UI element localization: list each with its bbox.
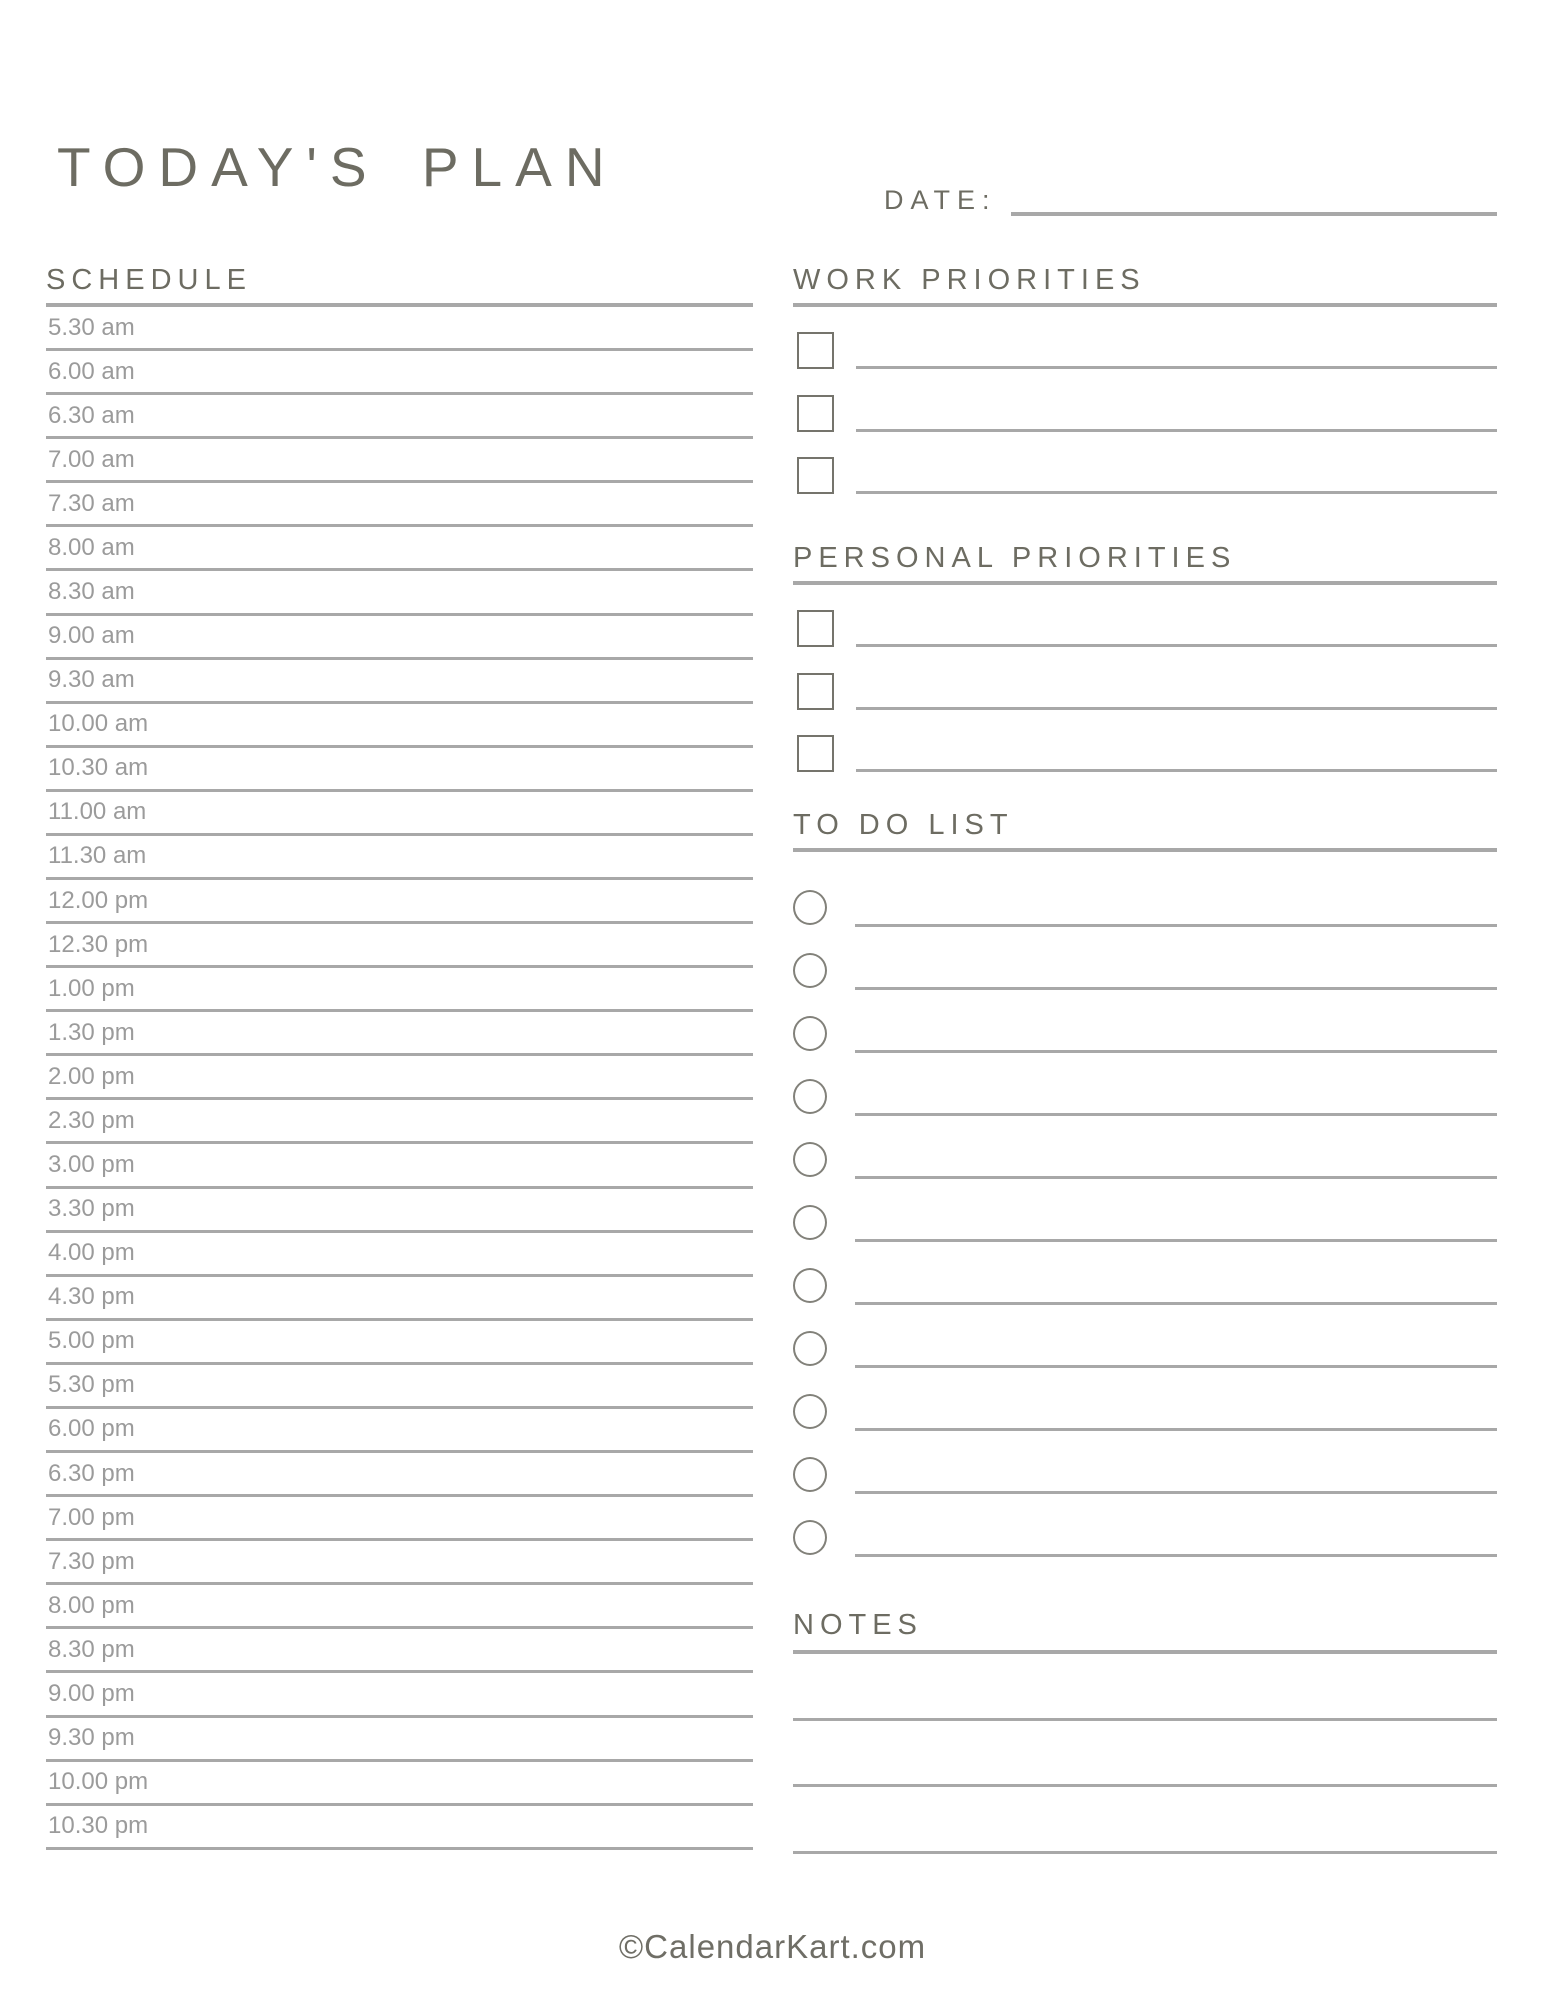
time-label: 2.30 pm bbox=[48, 1106, 135, 1134]
schedule-slot-row[interactable] bbox=[46, 1233, 753, 1277]
todo-circle[interactable] bbox=[793, 890, 827, 925]
time-label: 8.30 am bbox=[48, 578, 135, 605]
date-label: DATE: bbox=[884, 185, 997, 215]
priority-checkbox[interactable] bbox=[797, 457, 834, 494]
schedule-slot-row[interactable] bbox=[46, 836, 753, 880]
schedule-slot-row[interactable] bbox=[46, 1409, 753, 1453]
todo-item bbox=[793, 1305, 1497, 1368]
notes-input-line[interactable] bbox=[793, 1721, 1497, 1788]
schedule-slot-row[interactable] bbox=[46, 1673, 753, 1717]
priority-checkbox[interactable] bbox=[797, 735, 834, 772]
schedule-slot-row[interactable] bbox=[46, 968, 753, 1012]
time-label: 8.00 am bbox=[48, 533, 135, 561]
time-label: 11.30 am bbox=[48, 842, 147, 870]
schedule-slot-row[interactable] bbox=[46, 704, 753, 748]
todo-item bbox=[793, 1242, 1497, 1305]
schedule-heading: SCHEDULE bbox=[46, 265, 753, 307]
schedule-slot-row[interactable] bbox=[46, 1189, 753, 1233]
section-work-priorities bbox=[793, 265, 1497, 494]
todo-circle[interactable] bbox=[793, 953, 827, 988]
todo-item bbox=[793, 927, 1497, 990]
time-label: 7.30 pm bbox=[48, 1547, 135, 1575]
notes-input-line[interactable] bbox=[793, 1654, 1497, 1721]
notes-input-line[interactable] bbox=[793, 1787, 1497, 1854]
todo-item bbox=[793, 1179, 1497, 1242]
time-label: 5.30 pm bbox=[48, 1371, 135, 1399]
schedule-slot-row[interactable] bbox=[46, 1497, 753, 1541]
schedule-slot-row[interactable] bbox=[46, 1762, 753, 1806]
todo-input-line[interactable] bbox=[855, 1491, 1497, 1494]
time-label: 10.30 pm bbox=[48, 1812, 149, 1840]
time-label: 7.00 pm bbox=[48, 1503, 135, 1531]
time-label: 8.30 pm bbox=[48, 1635, 135, 1663]
personal-priorities-items bbox=[793, 585, 1497, 772]
schedule-slot-row[interactable] bbox=[46, 1321, 753, 1365]
todo-circle[interactable] bbox=[793, 1142, 827, 1177]
time-label: 10.30 am bbox=[48, 754, 149, 782]
schedule-rows bbox=[46, 307, 753, 1850]
schedule-slot-row[interactable] bbox=[46, 1629, 753, 1673]
priority-checkbox[interactable] bbox=[797, 610, 834, 647]
todo-circle[interactable] bbox=[793, 1457, 827, 1492]
time-label: 10.00 am bbox=[48, 710, 149, 738]
section-schedule bbox=[46, 265, 753, 1850]
schedule-slot-row[interactable] bbox=[46, 1453, 753, 1497]
todo-item bbox=[793, 990, 1497, 1053]
priority-item bbox=[793, 647, 1497, 709]
footer-credit: ©CalendarKart.com bbox=[618, 1928, 927, 1965]
todo-input-line[interactable] bbox=[855, 987, 1497, 990]
section-todo-list bbox=[793, 810, 1497, 1557]
time-label: 9.00 pm bbox=[48, 1679, 135, 1707]
time-label: 12.00 pm bbox=[48, 886, 149, 914]
time-label: 9.30 pm bbox=[48, 1724, 135, 1752]
time-label: 5.30 am bbox=[48, 313, 135, 341]
priority-item bbox=[793, 307, 1497, 369]
work-priorities-heading: WORK PRIORITIES bbox=[793, 265, 1497, 307]
schedule-slot-row[interactable] bbox=[46, 1585, 753, 1629]
priority-input-line[interactable] bbox=[856, 707, 1497, 710]
priority-checkbox[interactable] bbox=[797, 395, 834, 432]
time-label: 2.00 pm bbox=[48, 1062, 135, 1090]
todo-input-line[interactable] bbox=[855, 1365, 1497, 1368]
time-label: 1.00 pm bbox=[48, 974, 135, 1002]
schedule-slot-row[interactable] bbox=[46, 395, 753, 439]
schedule-slot-row[interactable] bbox=[46, 439, 753, 483]
todo-circle[interactable] bbox=[793, 1394, 827, 1429]
schedule-slot-row[interactable] bbox=[46, 571, 753, 615]
priority-input-line[interactable] bbox=[856, 366, 1497, 369]
time-label: 6.30 am bbox=[48, 401, 135, 429]
schedule-slot-row[interactable] bbox=[46, 1056, 753, 1100]
schedule-slot-row[interactable] bbox=[46, 1806, 753, 1850]
todo-circle[interactable] bbox=[793, 1331, 827, 1366]
time-label: 7.30 am bbox=[48, 489, 135, 517]
todo-circle[interactable] bbox=[793, 1268, 827, 1303]
todo-item bbox=[793, 864, 1497, 927]
time-label: 1.30 pm bbox=[48, 1018, 135, 1046]
work-priorities-items bbox=[793, 307, 1497, 494]
time-label: 3.30 pm bbox=[48, 1195, 135, 1223]
schedule-slot-row[interactable] bbox=[46, 1365, 753, 1409]
todo-circle[interactable] bbox=[793, 1205, 827, 1240]
notes-heading: NOTES bbox=[793, 1610, 1497, 1654]
time-label: 4.00 pm bbox=[48, 1239, 135, 1267]
schedule-slot-row[interactable] bbox=[46, 1277, 753, 1321]
priority-input-line[interactable] bbox=[856, 491, 1497, 494]
priority-item bbox=[793, 585, 1497, 647]
todo-list-items bbox=[793, 864, 1497, 1557]
time-label: 4.30 pm bbox=[48, 1283, 135, 1311]
priority-item bbox=[793, 432, 1497, 494]
time-label: 5.00 pm bbox=[48, 1327, 135, 1355]
todo-circle[interactable] bbox=[793, 1079, 827, 1114]
todo-input-line[interactable] bbox=[855, 1050, 1497, 1053]
time-label: 3.00 pm bbox=[48, 1151, 135, 1179]
todo-input-line[interactable] bbox=[855, 1554, 1497, 1557]
todo-input-line[interactable] bbox=[855, 1113, 1497, 1116]
todo-input-line[interactable] bbox=[855, 924, 1497, 927]
time-label: 6.00 am bbox=[48, 357, 135, 385]
priority-input-line[interactable] bbox=[856, 644, 1497, 647]
todo-item bbox=[793, 1116, 1497, 1179]
section-personal-priorities bbox=[793, 543, 1497, 772]
todo-item bbox=[793, 1494, 1497, 1557]
schedule-slot-row[interactable] bbox=[46, 792, 753, 836]
time-label: 7.00 am bbox=[48, 445, 135, 473]
page-title: TODAY'S PLAN bbox=[57, 136, 618, 198]
priority-item bbox=[793, 369, 1497, 431]
date-input-line[interactable] bbox=[1011, 180, 1497, 216]
schedule-slot-row[interactable] bbox=[46, 748, 753, 792]
schedule-slot-row[interactable] bbox=[46, 660, 753, 704]
time-label: 9.30 am bbox=[48, 666, 135, 694]
schedule-slot-row[interactable] bbox=[46, 1100, 753, 1144]
schedule-slot-row[interactable] bbox=[46, 924, 753, 968]
schedule-slot-row[interactable] bbox=[46, 483, 753, 527]
schedule-slot-row[interactable] bbox=[46, 880, 753, 924]
priority-input-line[interactable] bbox=[856, 769, 1497, 772]
todo-circle[interactable] bbox=[793, 1520, 827, 1555]
time-label: 10.00 pm bbox=[48, 1768, 149, 1796]
priority-input-line[interactable] bbox=[856, 429, 1497, 432]
schedule-slot-row[interactable] bbox=[46, 351, 753, 395]
todo-input-line[interactable] bbox=[855, 1428, 1497, 1431]
todo-item bbox=[793, 1053, 1497, 1116]
section-notes bbox=[793, 1610, 1497, 1854]
time-label: 12.30 pm bbox=[48, 930, 149, 958]
schedule-slot-row[interactable] bbox=[46, 1718, 753, 1762]
time-label: 8.00 pm bbox=[48, 1591, 135, 1619]
todo-input-line[interactable] bbox=[855, 1176, 1497, 1179]
time-label: 9.00 am bbox=[48, 622, 135, 650]
time-label: 6.30 pm bbox=[48, 1459, 135, 1487]
schedule-slot-row[interactable] bbox=[46, 1012, 753, 1056]
priority-item bbox=[793, 710, 1497, 772]
schedule-slot-row[interactable] bbox=[46, 1144, 753, 1188]
schedule-slot-row[interactable] bbox=[46, 307, 753, 351]
time-label: 11.00 am bbox=[48, 798, 147, 826]
date-row bbox=[884, 180, 1497, 216]
priority-checkbox[interactable] bbox=[797, 673, 834, 710]
time-label: 6.00 pm bbox=[48, 1415, 135, 1443]
todo-item bbox=[793, 1368, 1497, 1431]
notes-lines bbox=[793, 1654, 1497, 1854]
todo-circle[interactable] bbox=[793, 1016, 827, 1051]
personal-priorities-heading: PERSONAL PRIORITIES bbox=[793, 543, 1497, 585]
todo-input-line[interactable] bbox=[855, 1302, 1497, 1305]
todo-item bbox=[793, 1431, 1497, 1494]
schedule-slot-row[interactable] bbox=[46, 527, 753, 571]
priority-checkbox[interactable] bbox=[797, 332, 834, 369]
todo-list-heading: TO DO LIST bbox=[793, 810, 1497, 852]
schedule-slot-row[interactable] bbox=[46, 1541, 753, 1585]
schedule-slot-row[interactable] bbox=[46, 616, 753, 660]
todo-input-line[interactable] bbox=[855, 1239, 1497, 1242]
